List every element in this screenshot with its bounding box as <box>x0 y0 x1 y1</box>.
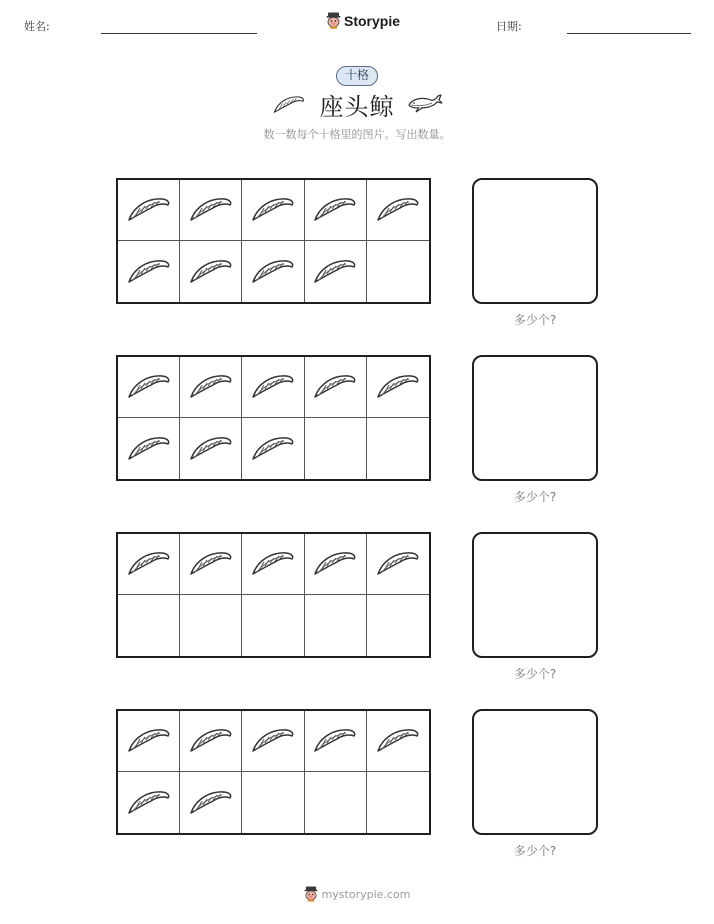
whale-fin-icon <box>188 434 234 464</box>
ten-frame-cell <box>180 595 242 656</box>
answer-box-3[interactable] <box>472 532 598 658</box>
whale-fin-icon <box>126 434 172 464</box>
ten-frame-cell <box>242 595 304 656</box>
whale-fin-icon <box>126 549 172 579</box>
ten-frame-cell <box>180 180 242 241</box>
ten-frame-cell <box>118 534 180 595</box>
page-title: 座头鲸 <box>319 93 395 121</box>
ten-frame-cell <box>118 418 180 479</box>
answer-box-4[interactable] <box>472 709 598 835</box>
ten-frame-cell <box>367 534 429 595</box>
ten-frame-1 <box>116 178 431 304</box>
whale-fin-icon <box>250 257 296 287</box>
how-many-label-3: 多少个? <box>513 667 557 681</box>
ten-frame-cell <box>367 595 429 656</box>
ten-frame-cell <box>305 595 367 656</box>
ten-frame-cell <box>367 357 429 418</box>
ten-frame-cell <box>305 711 367 772</box>
ten-frame-3 <box>116 532 431 658</box>
ten-frame-cell <box>305 241 367 302</box>
footer <box>0 886 714 902</box>
ten-frame-cell <box>367 418 429 479</box>
pig-mascot-icon <box>304 886 318 902</box>
ten-frame-cell <box>118 711 180 772</box>
ten-frame-cell <box>242 241 304 302</box>
ten-frame-cell <box>305 357 367 418</box>
whale-fin-icon <box>126 372 172 402</box>
ten-frame-cell <box>118 357 180 418</box>
footer-url: mystorypie.com <box>321 887 411 901</box>
ten-frame-cell <box>242 534 304 595</box>
ten-frame-cell <box>180 711 242 772</box>
ten-frame-cell <box>305 418 367 479</box>
ten-frame-cell <box>180 357 242 418</box>
whale-fin-icon <box>312 372 358 402</box>
ten-frame-cell <box>180 241 242 302</box>
whale-fin-icon <box>126 257 172 287</box>
topic-badge: 十格 <box>336 66 378 86</box>
whale-fin-icon <box>126 726 172 756</box>
answer-box-1[interactable] <box>472 178 598 304</box>
ten-frame-cell <box>180 534 242 595</box>
whale-fin-icon <box>188 788 234 818</box>
instructions: 数一数每个十格里的图片。写出数量。 <box>263 128 451 141</box>
whale-fin-icon <box>312 257 358 287</box>
whale-fin-icon <box>312 549 358 579</box>
whale-fin-icon <box>188 372 234 402</box>
whale-fin-icon <box>312 726 358 756</box>
whale-fin-icon <box>250 549 296 579</box>
ten-frame-cell <box>242 711 304 772</box>
ten-frame-cell <box>118 180 180 241</box>
whale-fin-icon <box>250 195 296 225</box>
brand-name: Storypie <box>344 12 401 29</box>
ten-frame-4 <box>116 709 431 835</box>
whale-fin-icon <box>375 195 421 225</box>
ten-frame-cell <box>305 772 367 833</box>
whale-fin-icon <box>312 195 358 225</box>
whale-fin-icon <box>188 726 234 756</box>
ten-frame-cell <box>118 241 180 302</box>
date-field[interactable] <box>567 33 691 34</box>
ten-frame-cell <box>242 418 304 479</box>
ten-frame-cell <box>367 241 429 302</box>
ten-frame-cell <box>180 772 242 833</box>
whale-fin-icon <box>188 549 234 579</box>
ten-frame-cell <box>242 357 304 418</box>
whale-fin-icon <box>250 726 296 756</box>
whale-fin-icon <box>188 195 234 225</box>
whale-fin-icon <box>375 549 421 579</box>
whale-fin-icon <box>250 434 296 464</box>
whale-fin-icon <box>375 372 421 402</box>
whale-fin-icon <box>126 788 172 818</box>
name-field[interactable] <box>101 33 257 34</box>
brand-logo <box>326 12 400 29</box>
ten-frame-cell <box>367 180 429 241</box>
date-label: 日期: <box>496 20 522 33</box>
humpback-whale-icon <box>407 93 443 113</box>
how-many-label-1: 多少个? <box>513 313 557 327</box>
ten-frame-cell <box>367 772 429 833</box>
ten-frame-cell <box>118 772 180 833</box>
whale-fin-icon <box>375 726 421 756</box>
whale-fin-icon <box>126 195 172 225</box>
name-label: 姓名: <box>24 20 50 33</box>
ten-frame-cell <box>118 595 180 656</box>
ten-frame-cell <box>180 418 242 479</box>
whale-fin-icon <box>188 257 234 287</box>
pig-mascot-icon <box>326 12 341 29</box>
ten-frame-cell <box>305 534 367 595</box>
ten-frame-cell <box>367 711 429 772</box>
how-many-label-4: 多少个? <box>513 844 557 858</box>
ten-frame-cell <box>242 180 304 241</box>
answer-box-2[interactable] <box>472 355 598 481</box>
ten-frame-2 <box>116 355 431 481</box>
how-many-label-2: 多少个? <box>513 490 557 504</box>
ten-frame-cell <box>305 180 367 241</box>
ten-frame-cell <box>242 772 304 833</box>
whale-fin-icon <box>250 372 296 402</box>
